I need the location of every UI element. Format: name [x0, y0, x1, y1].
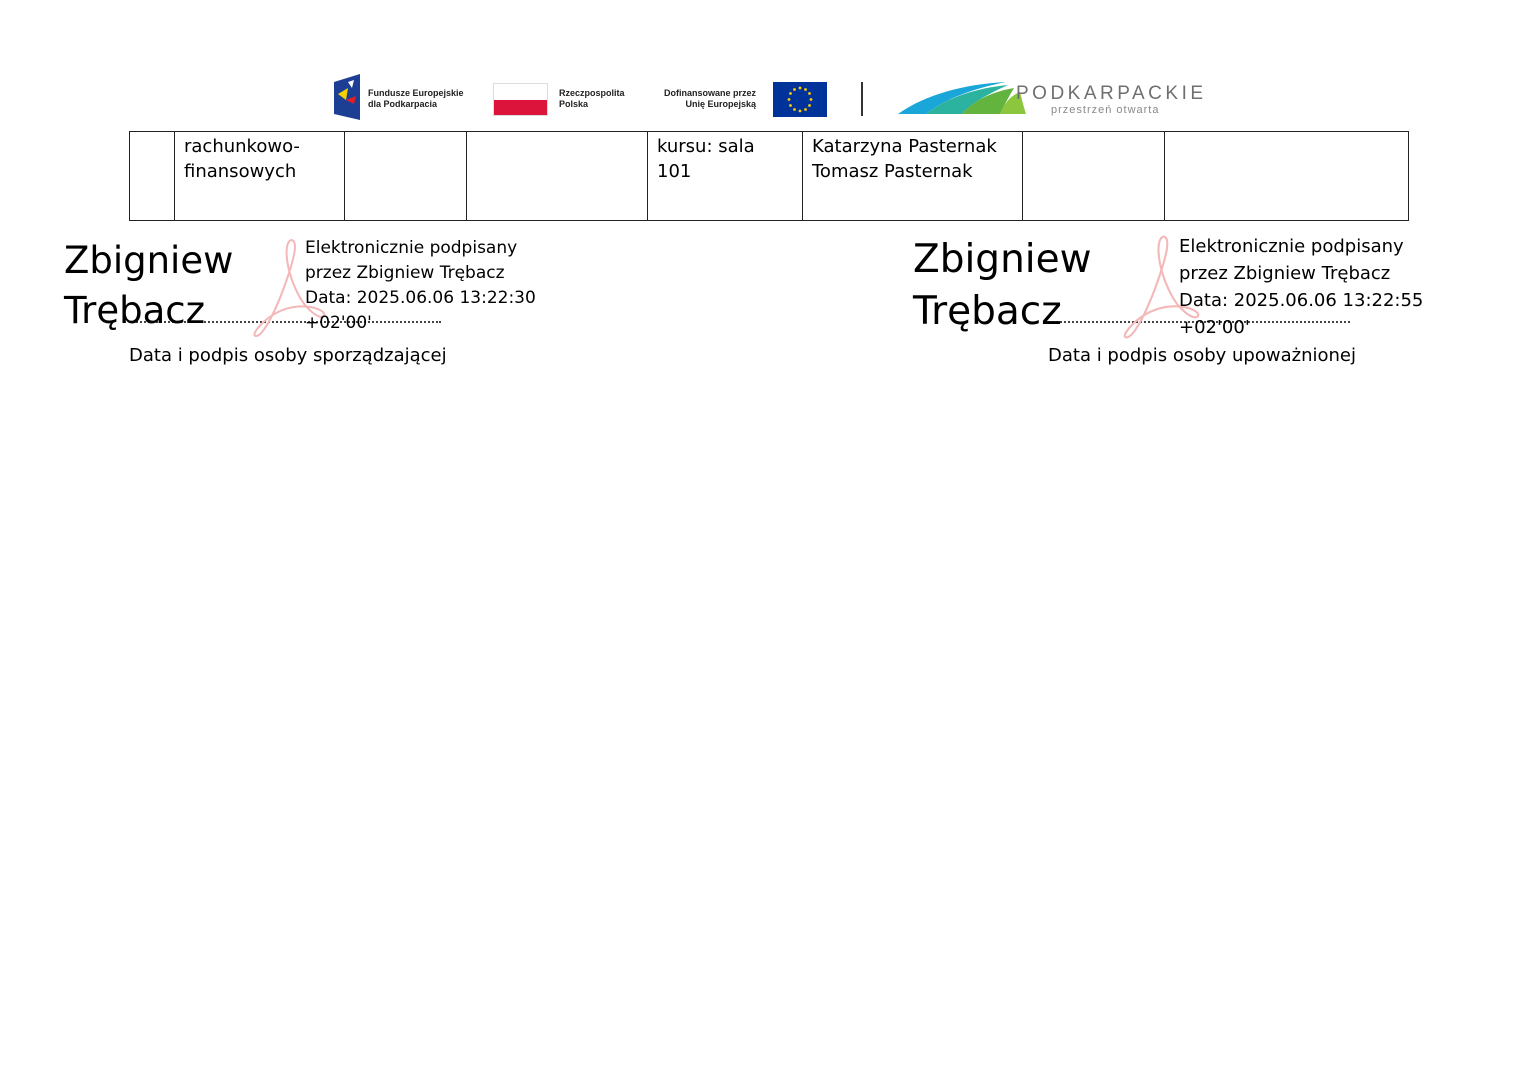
- signature-details: Elektronicznie podpisany przez Zbigniew Trębacz Data: 2025.06.06 13:22:55 +02'00': [1179, 236, 1424, 338]
- eu-flag-icon: [773, 82, 827, 117]
- table-cell: [1023, 132, 1165, 221]
- signer-name: Zbigniew Trębacz: [913, 237, 1092, 334]
- fundusze-europejskie-label: Fundusze Europejskie dla Podkarpacia: [368, 88, 464, 109]
- podkarpackie-title: PODKARPACKIE: [1016, 83, 1207, 104]
- table-cell: [345, 132, 467, 221]
- signature-details: Elektronicznie podpisany przez Zbigniew Trębacz Data: 2025.06.06 13:22:30 +02'00': [305, 238, 536, 333]
- table-row: [130, 132, 1409, 221]
- funding-logo-bar: [330, 74, 1210, 124]
- logo-separator: [861, 82, 863, 116]
- course-schedule-table: [129, 131, 1409, 221]
- fundusze-europejskie-logo-icon: [334, 74, 362, 120]
- signer-name: Zbigniew Trębacz: [64, 239, 234, 332]
- table-cell: [1165, 132, 1409, 221]
- table-cell-subject: rachunkowo- finansowych: [175, 132, 345, 221]
- eu-funding-label: Dofinansowane przez Unię Europejską: [664, 88, 757, 109]
- table-cell-lp: [130, 132, 175, 221]
- table-cell-location: kursu: sala 101: [648, 132, 803, 221]
- table-cell-instructors: Katarzyna Pasternak Tomasz Pasternak: [803, 132, 1023, 221]
- signature-caption: Data i podpis osoby upoważnionej: [1048, 345, 1356, 366]
- signature-caption: Data i podpis osoby sporządzającej: [129, 345, 447, 366]
- polish-flag-icon: [493, 83, 548, 116]
- rzeczpospolita-label: Rzeczpospolita Polska: [559, 88, 625, 109]
- table-cell: [467, 132, 648, 221]
- podkarpackie-swoosh-icon: [896, 80, 1026, 116]
- podkarpackie-tagline: przestrzeń otwarta: [1051, 104, 1160, 116]
